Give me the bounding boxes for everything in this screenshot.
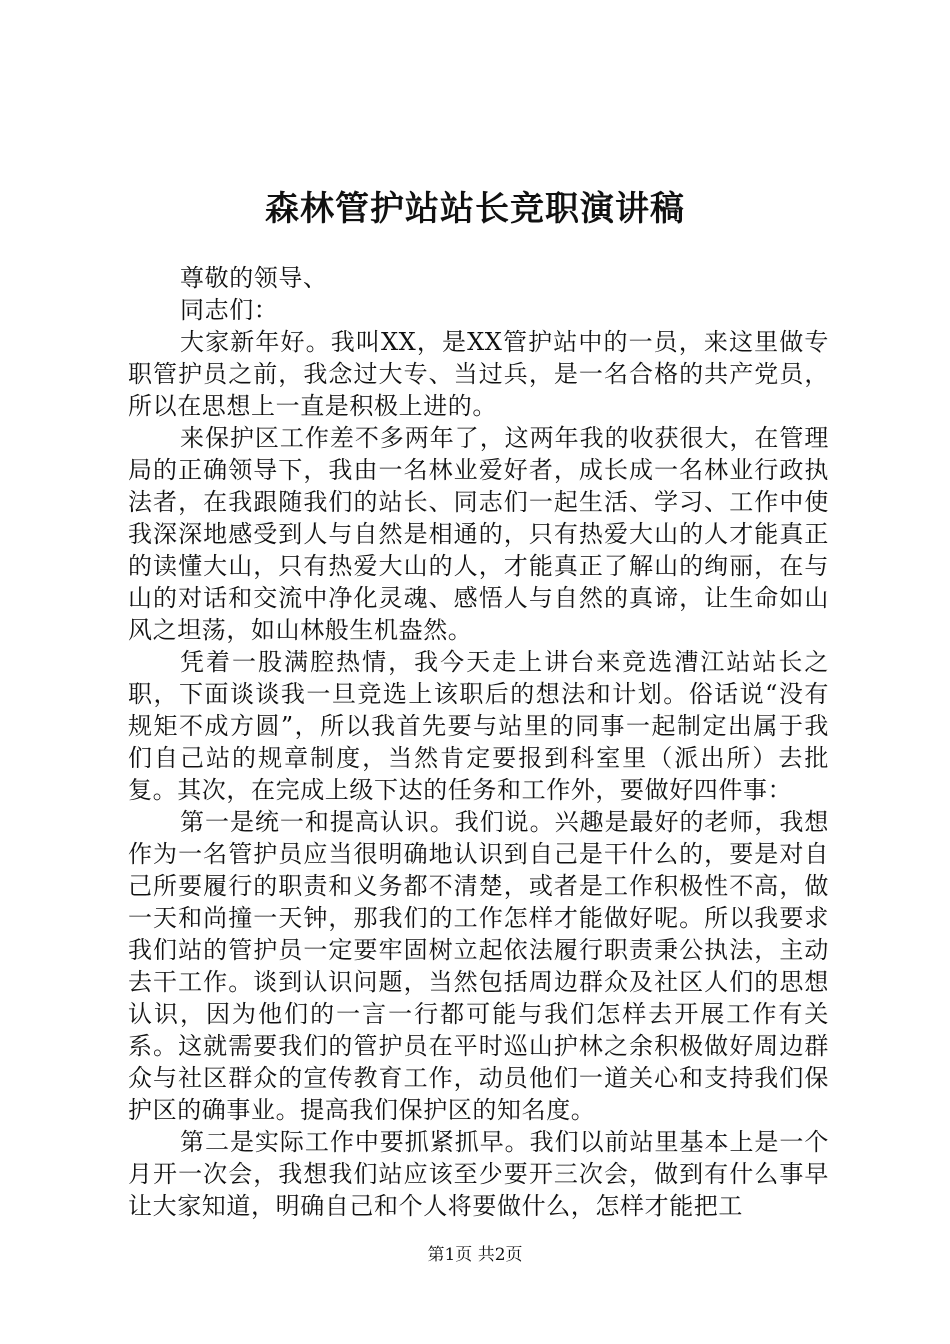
paragraph-introduction: 大家新年好。我叫XX，是XX管护站中的一员，来这里做专职管护员之前，我念过大专、当过兵，是一名合格的共产党员，所以在思想上一直是积极上进的。 (128, 328, 829, 420)
paragraph-salutation-1: 尊敬的领导、 (180, 264, 328, 292)
document-title: 森林管护站站长竞职演讲稿 (265, 189, 685, 229)
paragraph-experience: 来保护区工作差不多两年了，这两年我的收获很大，在管理局的正确领导下，我由一名林业爱好者，成长成一名林业行政执法者，在我跟随我们的站长、同志们一起生活、学习、工作中使我深深地感受到人与自然是相通的，只有热爱大山的人才能真正的读懂大山，只有热爱大山的人，才能真正了解山的绚丽，在与山的对话和交流中净化灵魂、感悟人与自然的真谛，让生命如山风之坦荡，如山林般生机盎然。 (128, 424, 829, 644)
document-body (128, 262, 829, 1222)
page-number-footer: 第1页 共2页 (427, 1245, 523, 1265)
paragraph-plan: 凭着一股满腔热情，我今天走上讲台来竞选漕江站站长之职，下面谈谈我一旦竞选上该职后的想法和计划。俗话说“没有规矩不成方圆”，所以我首先要与站里的同事一起制定出属于我们自己站的规章制度，当然肯定要报到科室里（派出所）去批复。其次，在完成上级下达的任务和工作外，要做好四件事： (128, 648, 829, 804)
paragraph-salutation-2: 同志们： (180, 296, 279, 324)
paragraph-point-two: 第二是实际工作中要抓紧抓早。我们以前站里基本上是一个月开一次会，我想我们站应该至少要开三次会，做到有什么事早让大家知道，明确自己和个人将要做什么，怎样才能把工 (128, 1128, 829, 1220)
paragraph-point-one: 第一是统一和提高认识。我们说。兴趣是最好的老师，我想作为一名管护员应当很明确地认识到自己是干什么的，要是对自己所要履行的职责和义务都不清楚，或者是工作积极性不高，做一天和尚撞一天钟，那我们的工作怎样才能做好呢。所以我要求我们站的管护员一定要牢固树立起依法履行职责秉公执法，主动去干工作。谈到认识问题，当然包括周边群众及社区人们的思想认识，因为他们的一言一行都可能与我们怎样去开展工作有关系。这就需要我们的管护员在平时巡山护林之余积极做好周边群众与社区群众的宣传教育工作，动员他们一道关心和支持我们保护区的确事业。提高我们保护区的知名度。 (128, 808, 829, 1124)
